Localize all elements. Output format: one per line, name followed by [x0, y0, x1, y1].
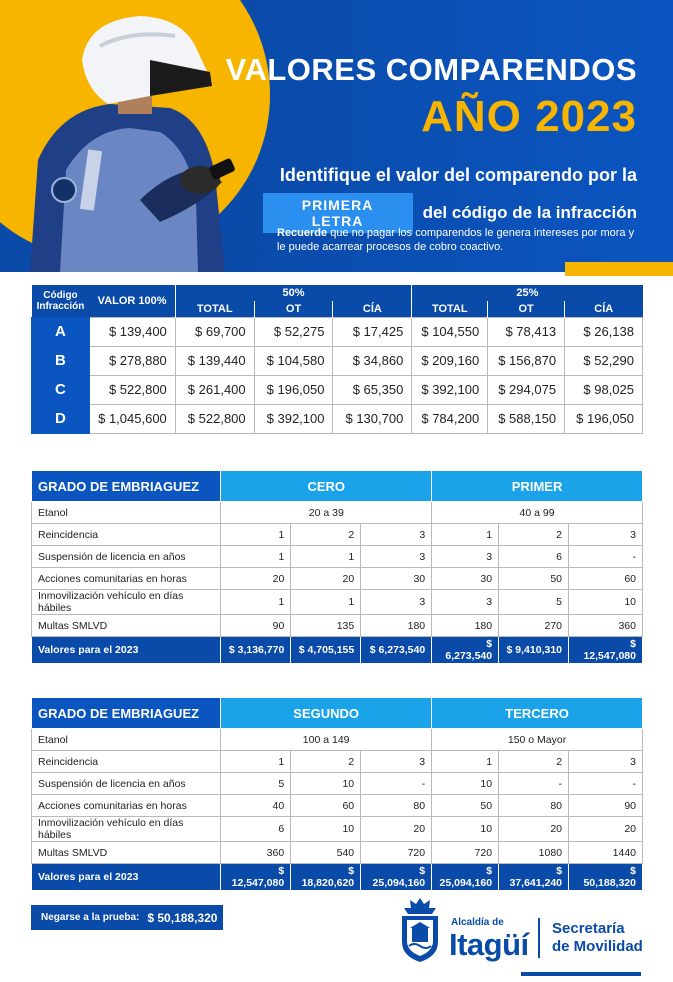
- itagui-shield-icon: [398, 896, 442, 964]
- value-cell: 90: [221, 615, 291, 637]
- ot-50-cell: $ 196,050: [254, 375, 333, 404]
- value-cell: 80: [361, 795, 432, 817]
- sub-ot-50: OT: [254, 301, 333, 317]
- intoxication-table-cero-primer: [31, 470, 643, 664]
- value-cell: 720: [361, 842, 432, 864]
- ot-50-cell: $ 104,580: [254, 346, 333, 375]
- table-row: [32, 524, 643, 546]
- table-row: [32, 590, 643, 615]
- etanol-range-segundo: 100 a 149: [221, 729, 432, 751]
- secretaria-movilidad: [552, 920, 643, 956]
- row-label: Inmovilización vehículo en días hábiles: [32, 590, 221, 615]
- value-cell: 1: [291, 590, 361, 615]
- fines-row-b: [32, 346, 643, 375]
- ot-25-cell: $ 156,870: [488, 346, 565, 375]
- table-row: [32, 773, 643, 795]
- table-row: [32, 817, 643, 842]
- refuse-test-label: Negarse a la prueba:: [41, 912, 140, 923]
- value-cell: -: [569, 773, 643, 795]
- ot-25-cell: $ 588,150: [488, 404, 565, 433]
- ot-25-cell: $ 78,413: [488, 317, 565, 346]
- value-cell: 1: [221, 546, 291, 568]
- value-cell: 50: [432, 795, 499, 817]
- value-cell: 5: [221, 773, 291, 795]
- value-cell: 135: [291, 615, 361, 637]
- value-cell: 60: [291, 795, 361, 817]
- total-cell: $ 3,136,770: [221, 637, 291, 664]
- value-cell: 540: [291, 842, 361, 864]
- value-cell: 20: [291, 568, 361, 590]
- reminder-bold: Recuerde: [277, 227, 328, 239]
- value-cell: 20: [499, 817, 569, 842]
- col-code-header: Código Infracción: [32, 285, 90, 317]
- total-50-cell: $ 522,800: [175, 404, 254, 433]
- ot-25-cell: $ 294,075: [488, 375, 565, 404]
- fines-row-c: [32, 375, 643, 404]
- totals-row: [32, 864, 643, 891]
- value-cell: 360: [569, 615, 643, 637]
- value-cell: 3: [361, 590, 432, 615]
- sub-ot-25: OT: [488, 301, 565, 317]
- ot-50-cell: $ 52,275: [254, 317, 333, 346]
- ot-50-cell: $ 392,100: [254, 404, 333, 433]
- sub-cia-25: CÍA: [565, 301, 643, 317]
- value-cell: 1: [432, 524, 499, 546]
- value-cell: 20: [221, 568, 291, 590]
- grade-label: GRADO DE EMBRIAGUEZ: [32, 471, 221, 502]
- value-cell: 40: [221, 795, 291, 817]
- infraction-code-text: del código de la infracción: [422, 203, 637, 222]
- value-cell: 2: [291, 524, 361, 546]
- etanol-label: Etanol: [32, 729, 221, 751]
- value-cell: 30: [432, 568, 499, 590]
- total-cell: $ 6,273,540: [432, 637, 499, 664]
- value-cell: -: [499, 773, 569, 795]
- total-cell: $ 12,547,080: [221, 864, 291, 891]
- code-cell: C: [32, 375, 90, 404]
- grade-label: GRADO DE EMBRIAGUEZ: [32, 698, 221, 729]
- refuse-test-box: [31, 905, 223, 930]
- logo-divider: [538, 918, 540, 958]
- cia-25-cell: $ 196,050: [565, 404, 643, 433]
- value-cell: 10: [432, 817, 499, 842]
- value-cell: 2: [499, 524, 569, 546]
- value-cell: 10: [291, 773, 361, 795]
- value-cell: 360: [221, 842, 291, 864]
- total-cell: $ 25,094,160: [361, 864, 432, 891]
- value-cell: 3: [361, 546, 432, 568]
- traffic-officer-illustration: [0, 0, 260, 272]
- sub-total-50: TOTAL: [175, 301, 254, 317]
- group-25-header: 25%: [412, 285, 643, 301]
- etanol-label: Etanol: [32, 502, 221, 524]
- identify-instruction: Identifique el valor del comparendo por la: [279, 165, 637, 185]
- grade-header-row: [32, 471, 643, 502]
- total-cell: $ 18,820,620: [291, 864, 361, 891]
- total-cell: $ 12,547,080: [569, 637, 643, 664]
- grade-cero: CERO: [221, 471, 432, 502]
- value-cell: 90: [569, 795, 643, 817]
- cia-25-cell: $ 26,138: [565, 317, 643, 346]
- value-cell: 6: [221, 817, 291, 842]
- value-100-cell: $ 1,045,600: [89, 404, 175, 433]
- etanol-row: [32, 729, 643, 751]
- value-cell: 10: [569, 590, 643, 615]
- title-line-2: AÑO 2023: [421, 92, 637, 141]
- row-label: Acciones comunitarias en horas: [32, 568, 221, 590]
- value-cell: 80: [499, 795, 569, 817]
- total-cell: $ 9,410,310: [499, 637, 569, 664]
- value-cell: 3: [432, 590, 499, 615]
- value-cell: 2: [499, 751, 569, 773]
- etanol-range-tercero: 150 o Mayor: [432, 729, 643, 751]
- table-row: [32, 568, 643, 590]
- total-cell: $ 50,188,320: [569, 864, 643, 891]
- cia-25-cell: $ 98,025: [565, 375, 643, 404]
- grade-primer: PRIMER: [432, 471, 643, 502]
- col-value-header: VALOR 100%: [89, 285, 175, 317]
- cia-50-cell: $ 34,860: [333, 346, 412, 375]
- value-cell: -: [569, 546, 643, 568]
- value-cell: 60: [569, 568, 643, 590]
- total-cell: $ 6,273,540: [361, 637, 432, 664]
- value-100-cell: $ 522,800: [89, 375, 175, 404]
- title-line-1: VALORES COMPARENDOS: [225, 52, 637, 87]
- value-cell: 180: [432, 615, 499, 637]
- value-cell: 1: [221, 751, 291, 773]
- value-cell: -: [361, 773, 432, 795]
- value-cell: 3: [361, 751, 432, 773]
- secretaria-line-1: Secretaría: [552, 920, 625, 937]
- value-cell: 10: [432, 773, 499, 795]
- fines-row-a: [32, 317, 643, 346]
- totals-row: [32, 637, 643, 664]
- value-cell: 1440: [569, 842, 643, 864]
- value-cell: 1080: [499, 842, 569, 864]
- fines-row-d: [32, 404, 643, 433]
- value-cell: 270: [499, 615, 569, 637]
- cia-25-cell: $ 52,290: [565, 346, 643, 375]
- value-cell: 10: [291, 817, 361, 842]
- value-cell: 1: [221, 590, 291, 615]
- row-label: Reincidencia: [32, 524, 221, 546]
- sub-total-25: TOTAL: [412, 301, 488, 317]
- reminder-text: que no pagar los comparendos le genera intereses por mora y le puede acarrear procesos de cobro coactivo.: [277, 227, 635, 253]
- value-cell: 3: [432, 546, 499, 568]
- yellow-accent-bar: [565, 262, 673, 276]
- cia-50-cell: $ 65,350: [333, 375, 412, 404]
- etanol-range-primer: 40 a 99: [432, 502, 643, 524]
- cia-50-cell: $ 17,425: [333, 317, 412, 346]
- code-cell: B: [32, 346, 90, 375]
- value-cell: 1: [291, 546, 361, 568]
- row-label: Suspensión de licencia en años: [32, 773, 221, 795]
- secretaria-line-2: de Movilidad: [552, 938, 643, 955]
- etanol-row: [32, 502, 643, 524]
- value-cell: 5: [499, 590, 569, 615]
- total-cell: $ 4,705,155: [291, 637, 361, 664]
- total-25-cell: $ 392,100: [412, 375, 488, 404]
- total-25-cell: $ 104,550: [412, 317, 488, 346]
- grade-segundo: SEGUNDO: [221, 698, 432, 729]
- row-label: Reincidencia: [32, 751, 221, 773]
- total-cell: $ 25,094,160: [432, 864, 499, 891]
- row-label: Multas SMLVD: [32, 842, 221, 864]
- value-cell: 3: [569, 751, 643, 773]
- header-banner: [0, 0, 673, 272]
- value-100-cell: $ 139,400: [89, 317, 175, 346]
- value-cell: 3: [361, 524, 432, 546]
- intoxication-table-segundo-tercero: [31, 697, 643, 891]
- table-row: [32, 751, 643, 773]
- value-cell: 2: [291, 751, 361, 773]
- table-row: [32, 842, 643, 864]
- itagui-wordmark: Itagüí: [449, 927, 529, 962]
- value-cell: 30: [361, 568, 432, 590]
- row-label: Acciones comunitarias en horas: [32, 795, 221, 817]
- cia-50-cell: $ 130,700: [333, 404, 412, 433]
- total-25-cell: $ 209,160: [412, 346, 488, 375]
- footer-underline: [521, 972, 641, 976]
- value-cell: 3: [569, 524, 643, 546]
- value-100-cell: $ 278,880: [89, 346, 175, 375]
- row-label: Multas SMLVD: [32, 615, 221, 637]
- interest-reminder: [277, 226, 637, 254]
- value-cell: 50: [499, 568, 569, 590]
- totals-label: Valores para el 2023: [32, 637, 221, 664]
- code-cell: A: [32, 317, 90, 346]
- value-cell: 180: [361, 615, 432, 637]
- value-cell: 6: [499, 546, 569, 568]
- sub-cia-50: CÍA: [333, 301, 412, 317]
- value-cell: 1: [221, 524, 291, 546]
- total-50-cell: $ 69,700: [175, 317, 254, 346]
- value-cell: 1: [432, 751, 499, 773]
- total-cell: $ 37,641,240: [499, 864, 569, 891]
- grade-tercero: TERCERO: [432, 698, 643, 729]
- total-25-cell: $ 784,200: [412, 404, 488, 433]
- row-label: Suspensión de licencia en años: [32, 546, 221, 568]
- value-cell: 20: [569, 817, 643, 842]
- table-row: [32, 795, 643, 817]
- value-cell: 720: [432, 842, 499, 864]
- totals-label: Valores para el 2023: [32, 864, 221, 891]
- grade-header-row: [32, 698, 643, 729]
- alcaldia-label: Alcaldía de: [451, 917, 504, 928]
- table-row: [32, 546, 643, 568]
- code-cell: D: [32, 404, 90, 433]
- etanol-range-cero: 20 a 39: [221, 502, 432, 524]
- value-cell: 20: [361, 817, 432, 842]
- total-50-cell: $ 139,440: [175, 346, 254, 375]
- row-label: Inmovilización vehículo en días hábiles: [32, 817, 221, 842]
- group-50-header: 50%: [175, 285, 412, 301]
- refuse-test-value: $ 50,188,320: [147, 910, 218, 925]
- table-row: [32, 615, 643, 637]
- first-letter-pill: PRIMERA LETRA: [263, 193, 413, 233]
- fines-table: [31, 285, 643, 434]
- total-50-cell: $ 261,400: [175, 375, 254, 404]
